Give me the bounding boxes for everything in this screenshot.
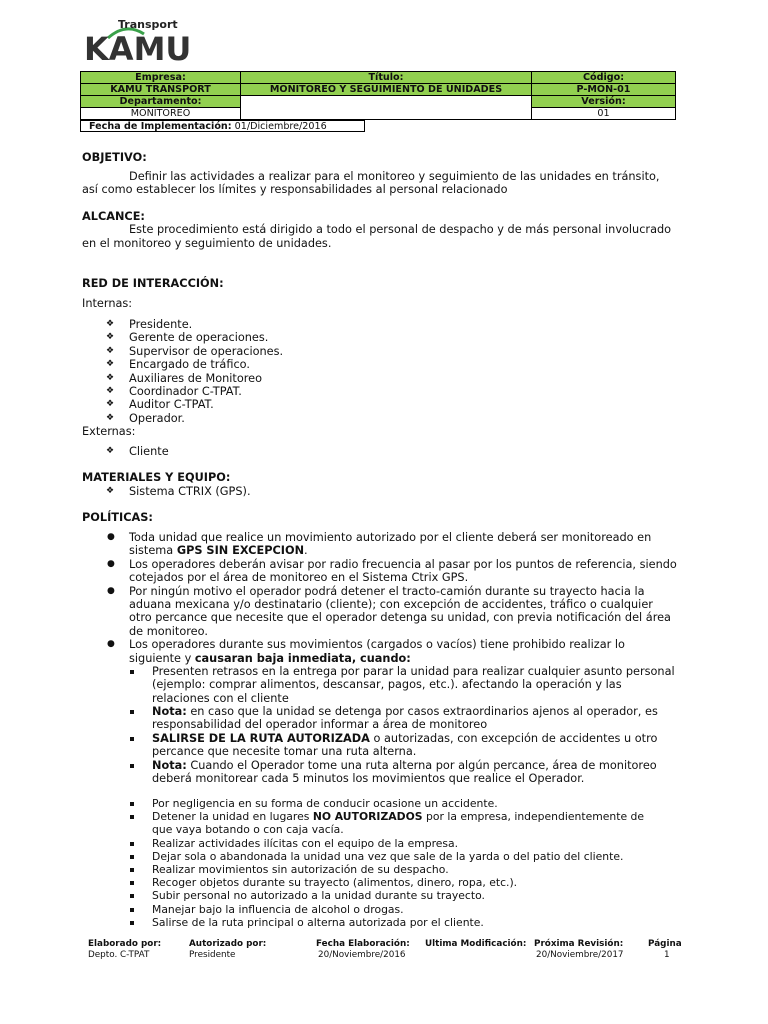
list-item: Recoger objetos durante su trayecto (alimentos, dinero, ropa, etc.).	[0, 876, 768, 889]
fecha-value: 01/Diciembre/2016	[234, 121, 327, 132]
square-bullet-icon	[130, 764, 134, 768]
company-logo	[84, 18, 194, 70]
diamond-bullet-icon: ❖	[106, 412, 115, 423]
bullet-icon: ●	[107, 532, 115, 542]
footer-ultima-label: Ultima Modificación:	[425, 939, 527, 949]
fecha-label: Fecha de Implementación:	[89, 121, 232, 132]
list-item: Realizar movimientos sin autorización de su despacho.	[0, 863, 768, 876]
alcance-heading: ALCANCE:	[82, 210, 145, 223]
diamond-bullet-icon: ❖	[106, 359, 115, 370]
materiales-heading: MATERIALES Y EQUIPO:	[82, 471, 231, 484]
bullet-icon: ●	[107, 639, 115, 650]
list-item: Presenten retrasos en la entrega por parar la unidad para realizar cualquier asunto personal	[0, 665, 768, 678]
departamento-label: Departamento:	[81, 96, 241, 108]
list-item: ❖ Encargado de tráfico.	[106, 358, 250, 372]
list-item: ❖ Auxiliares de Monitoreo	[106, 371, 263, 385]
empresa-label: Empresa:	[81, 72, 241, 84]
externas-list	[0, 445, 768, 458]
footer-fecha-elab-value: 20/Noviembre/2016	[318, 950, 406, 960]
externas-label: Externas:	[82, 425, 136, 438]
bullet-icon: ●	[107, 558, 115, 569]
politicas-list-2: Por negligencia en su forma de conducir ocasione un accidente. Detener la unidad en lugares NO AUTORIZADOS por la empresa, independientemente de que vaya botando o con caja vacía. Realizar actividades ilícitas con el equipo de la empresa. Dejar sola o abandonada la unidad una vez que sale de la yarda o del patio del cliente. Realizar movimientos sin autorización de su despacho. Recoger objetos durante su trayecto (alimentos, dinero, ropa, etc.). Subir personal no autorizado a la unidad durante su trayecto. Manejar bajo la influencia de alcohol o drogas. Salirse de la ruta principal o alterna autorizada por el cliente.	[0, 797, 768, 929]
logo-title: KAMU	[84, 30, 192, 68]
list-item: Nota: Cuando el Operador tome una ruta alterna por algún percance, área de monitoreo	[0, 759, 768, 772]
list-item: ❖ Coordinador C-TPAT.	[106, 384, 242, 398]
diamond-bullet-icon: ❖	[106, 319, 115, 329]
list-item: Manejar bajo la influencia de alcohol o drogas.	[0, 903, 768, 916]
list-item: ● Toda unidad que realice un movimiento autorizado por el cliente deberá ser monitoreado en	[107, 531, 652, 544]
diamond-bullet-icon: ❖	[106, 385, 115, 396]
list-item: Detener la unidad en lugares NO AUTORIZADOS por la empresa, independientemente de	[0, 810, 768, 823]
list-item: Nota: en caso que la unidad se detenga por casos extraordinarios ajenos al operador, es	[0, 705, 768, 718]
version-value: 01	[532, 108, 676, 120]
empresa-value: KAMU TRANSPORT	[81, 84, 241, 96]
footer-proxima-label: Próxima Revisión:	[534, 939, 624, 949]
list-item: ❖ Cliente	[106, 445, 169, 458]
square-bullet-icon	[130, 855, 134, 859]
square-bullet-icon	[130, 894, 134, 898]
footer-autorizado-label: Autorizado por:	[189, 939, 267, 949]
materiales-list	[0, 485, 768, 498]
footer-autorizado-value: Presidente	[189, 950, 236, 960]
politicas-heading: POLÍTICAS:	[82, 511, 153, 524]
list-item: SALIRSE DE LA RUTA AUTORIZADA o autorizadas, con excepción de accidentes u otro	[0, 732, 768, 745]
diamond-bullet-icon: ❖	[106, 332, 115, 343]
footer-pagina-value: 1	[664, 950, 670, 960]
alcance-line-1: Este procedimiento está dirigido a todo el personal de despacho y de más personal involucrado	[129, 223, 672, 236]
internas-list	[0, 318, 768, 425]
square-bullet-icon	[130, 881, 134, 885]
diamond-bullet-icon: ❖	[106, 399, 115, 410]
bullet-icon: ●	[107, 585, 115, 596]
list-item: Dejar sola o abandonada la unidad una vez que sale de la yarda o del patio del cliente.	[0, 850, 768, 863]
list-item: Salirse de la ruta principal o alterna autorizada por el cliente.	[0, 916, 768, 929]
footer-elaborado-value: Depto. C-TPAT	[88, 950, 150, 960]
objetivo-line-2: así como establecer los límites y responsabilidades al personal relacionado	[82, 183, 508, 196]
objetivo-heading: OBJETIVO:	[82, 151, 147, 164]
titulo-spacer	[241, 96, 532, 120]
square-bullet-icon	[130, 670, 134, 674]
objetivo-line-1: Definir las actividades a realizar para el monitoreo y seguimiento de las unidades en tránsito,	[129, 170, 660, 183]
red-heading: RED DE INTERACCIÓN:	[82, 277, 224, 290]
titulo-value: MONITOREO Y SEGUIMIENTO DE UNIDADES	[241, 84, 532, 96]
diamond-bullet-icon: ❖	[106, 446, 115, 456]
square-bullet-icon	[130, 921, 134, 925]
diamond-bullet-icon: ❖	[106, 372, 115, 383]
list-item: ❖ Presidente.	[106, 318, 193, 331]
square-bullet-icon	[130, 868, 134, 872]
square-bullet-icon	[130, 802, 134, 806]
square-bullet-icon	[130, 842, 134, 846]
list-item: ● Los operadores durante sus movimientos (cargados o vacíos) tiene prohibido realizar lo	[107, 638, 625, 652]
version-label: Versión:	[532, 96, 676, 108]
square-bullet-icon	[130, 908, 134, 912]
list-item: Por negligencia en su forma de conducir ocasione un accidente.	[0, 797, 768, 810]
footer-fecha-elab-label: Fecha Elaboración:	[316, 939, 410, 949]
list-item: ● Los operadores deberán avisar por radio frecuencia al pasar por los puntos de referencia, siendo	[107, 557, 677, 571]
list-item: Subir personal no autorizado a la unidad durante su trayecto.	[0, 889, 768, 902]
alcance-line-2: en el monitoreo y seguimiento de unidades.	[82, 237, 332, 250]
list-item: ● Por ningún motivo el operador podrá detener el tracto-camión durante su trayecto hacia la	[107, 584, 645, 598]
list-item: ❖ Sistema CTRIX (GPS).	[106, 485, 251, 498]
codigo-label: Código:	[532, 72, 676, 84]
square-bullet-icon	[130, 737, 134, 741]
titulo-label: Título:	[241, 72, 532, 84]
square-bullet-icon	[130, 815, 134, 819]
list-item: ❖ Supervisor de operaciones.	[106, 344, 284, 358]
internas-label: Internas:	[82, 297, 133, 310]
footer-pagina-label: Página	[648, 939, 682, 949]
square-bullet-icon	[130, 710, 134, 714]
logo-subtitle: Transport	[118, 18, 178, 31]
list-item: ❖ Gerente de operaciones.	[106, 331, 269, 345]
footer-proxima-value: 20/Noviembre/2017	[536, 950, 624, 960]
list-item: Realizar actividades ilícitas con el equipo de la empresa.	[0, 837, 768, 850]
footer-elaborado-label: Elaborado por:	[88, 939, 162, 949]
list-item: ❖ Operador.	[106, 411, 185, 425]
codigo-value: P-MON-01	[532, 84, 676, 96]
diamond-bullet-icon: ❖	[106, 486, 115, 496]
list-item: ❖ Auditor C-TPAT.	[106, 398, 214, 412]
document-header-table	[80, 71, 676, 120]
diamond-bullet-icon: ❖	[106, 345, 115, 356]
fecha-implementacion	[80, 120, 365, 132]
departamento-value: MONITOREO	[81, 108, 241, 120]
politicas-list: ● Toda unidad que realice un movimiento autorizado por el cliente deberá ser monitoreado en sistema GPS SIN EXCEPCION. ● Los operadores deberán avisar por radio frecuencia al pasar por los puntos de referencia, siendo cotejados por el área de monitoreo en el Sistema Ctrix GPS. ● Por ningún motivo el operador podrá detener el tracto-camión durante su trayecto hacia la aduana mexicana y/o destinatario (cliente); con excepción de accidentes, tráfico o cualquier otro percance que necesite que el operador detenga su unidad, con previa notificación del área de monitoreo. ● Los operadores durante sus movimientos (cargados o vacíos) tiene prohibido realizar lo siguiente y causaran baja inmediata, cuando: Presenten retrasos en la entrega por parar la unidad para realizar cualquier asunto personal (ejemplo: comprar alimentos, descansar, pagos, etc.). afectando la operación y las relaciones con el cliente Nota: en caso que la unidad se detenga por casos extraordinarios ajenos al operador, es responsabilidad del operador informar a área de monitoreo SALIRSE DE LA RUTA AUTORIZADA o autorizadas, con excepción de accidentes u otro percance que necesite tomar una ruta alterna. Nota: Cuando el Operador tome una ruta alterna por algún percance, área de monitoreo deberá monitorear cada 5 minutos los movimientos que realice el Operador.	[0, 531, 768, 799]
